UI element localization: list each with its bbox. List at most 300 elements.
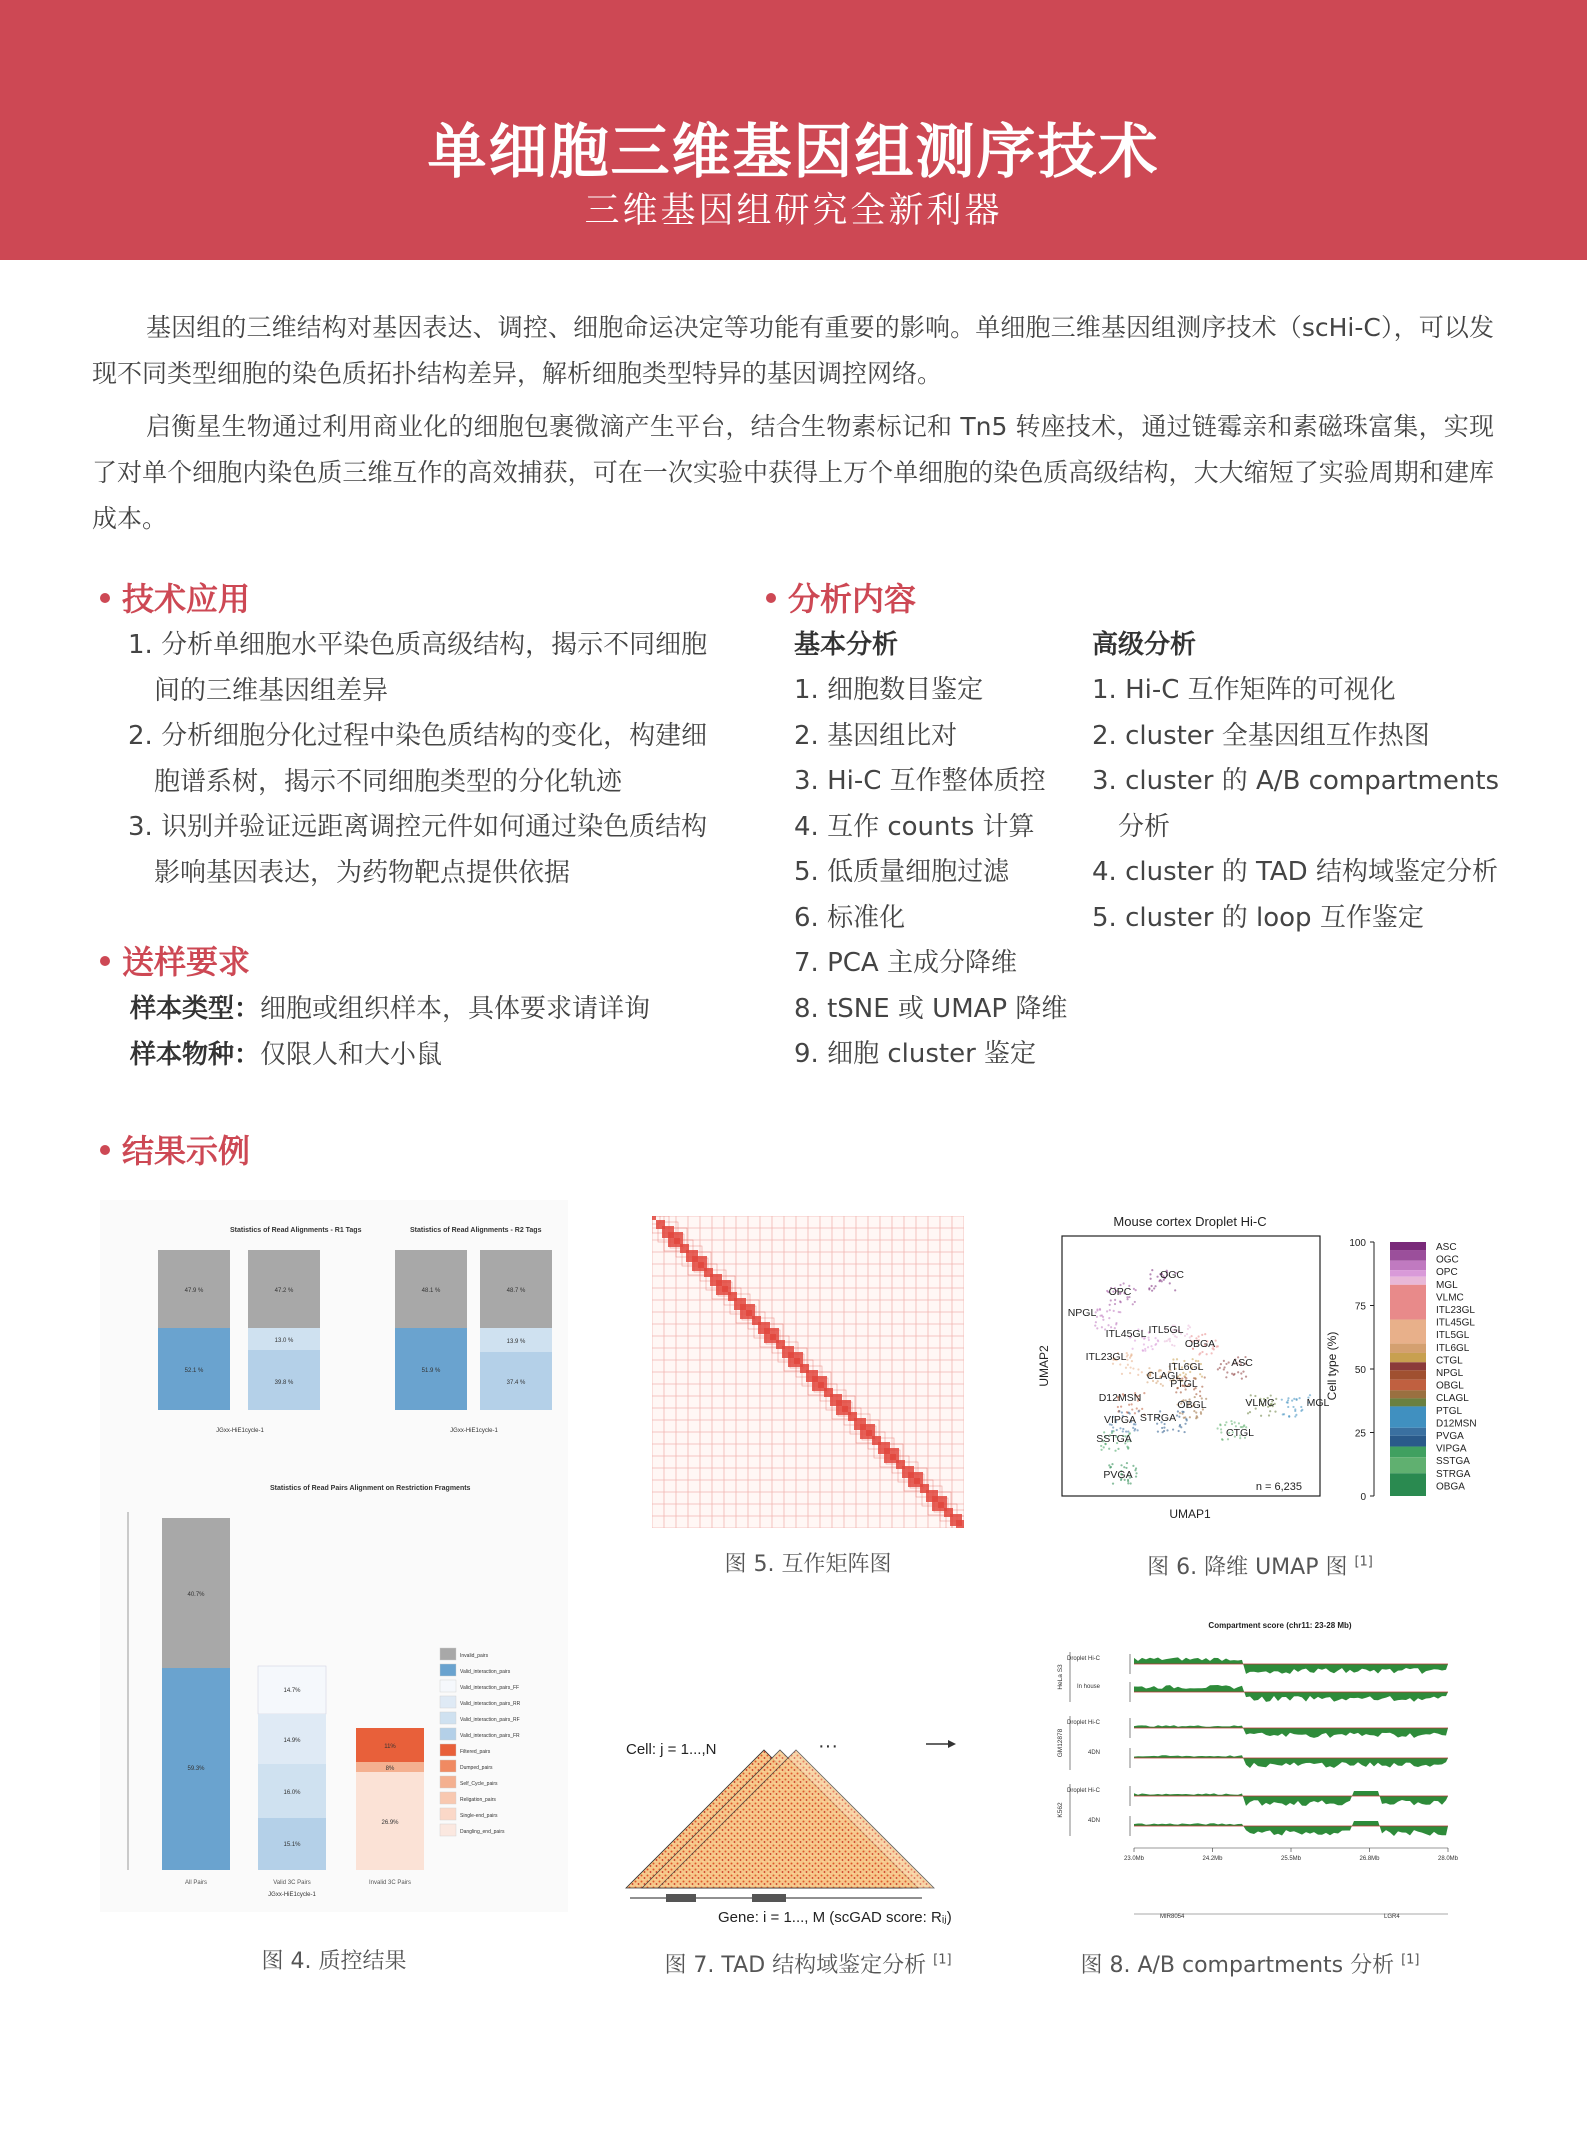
umap-cluster-label: STRGA (1139, 1412, 1177, 1424)
bullet-dot-icon (100, 593, 110, 603)
umap-point (1108, 1448, 1110, 1450)
umap-point (1309, 1394, 1311, 1396)
umap-point (1135, 1289, 1137, 1291)
bar-segment (1390, 1473, 1426, 1496)
qc-x-tick: Valid 3C Pairs (273, 1880, 311, 1886)
umap-cluster-label: OBGA (1184, 1338, 1216, 1350)
umap-point (1216, 1427, 1218, 1429)
applications-heading (100, 574, 250, 620)
bar-legend-label: ASC (1436, 1242, 1457, 1253)
sample-heading-text: 送样要求 (122, 943, 251, 981)
bar-legend-label: NPGL (1436, 1368, 1464, 1379)
umap-point (1120, 1406, 1122, 1408)
qc-value-label: 52.1 % (184, 1368, 204, 1374)
umap-point (1131, 1360, 1133, 1362)
list-item: 3. Hi-C 互作整体质控 (794, 766, 1046, 796)
umap-point (1175, 1391, 1177, 1393)
list-item: 7. PCA 主成分降维 (794, 948, 1017, 978)
umap-point (1148, 1288, 1150, 1290)
umap-point (1113, 1310, 1115, 1312)
umap-point (1283, 1413, 1285, 1415)
qc-value-label: 59.3% (187, 1766, 205, 1772)
umap-point (1137, 1368, 1139, 1370)
umap-cluster-label: ASC (1231, 1357, 1253, 1369)
umap-point (1294, 1408, 1296, 1410)
bar-segment (1390, 1270, 1426, 1277)
qc-r2-xlabel: JGxx-HiE1cycle-1 (450, 1428, 498, 1434)
bar-tick-label: 75 (1354, 1301, 1366, 1313)
compartment-area (1134, 1791, 1448, 1806)
bar-segment (1390, 1380, 1426, 1391)
matrix-diagonal-block (770, 1334, 776, 1340)
qc-value-label: 14.7% (283, 1688, 301, 1694)
qc-value-label: 40.7% (187, 1592, 205, 1598)
umap-point (1102, 1316, 1104, 1318)
umap-point (1196, 1416, 1198, 1418)
page-title: 单细胞三维基因组测序技术 (427, 117, 1160, 186)
applications-heading-text: 技术应用 (122, 580, 251, 618)
umap-point (1199, 1373, 1201, 1375)
sample-species-label: 样本物种： (130, 1040, 261, 1070)
track-label: 4DN (1087, 1750, 1100, 1756)
umap-point (1126, 1298, 1128, 1300)
umap-point (1144, 1350, 1146, 1352)
tad-gene-label: Gene: i = 1..., M (scGAD score: Rᵢⱼ) (718, 1909, 952, 1926)
umap-point (1137, 1429, 1139, 1431)
bar-segment (1390, 1320, 1426, 1344)
umap-point (1122, 1428, 1124, 1430)
umap-point (1287, 1397, 1289, 1399)
umap-point (1226, 1371, 1228, 1373)
list-item: 6. 标准化 (794, 902, 906, 933)
umap-point (1149, 1273, 1151, 1275)
umap-point (1129, 1372, 1131, 1374)
umap-cluster-label: MGL (1306, 1397, 1330, 1409)
qc-pairs-xlabel: JGxx-HiE1cycle-1 (268, 1892, 316, 1898)
umap-point (1106, 1310, 1108, 1312)
fig6-caption-text: 图 6. 降维 UMAP 图 (1147, 1555, 1348, 1580)
umap-point (1191, 1335, 1193, 1337)
fig6-ref: [1] (1354, 1554, 1373, 1570)
qc-legend-swatch (440, 1664, 456, 1676)
umap-point (1107, 1324, 1109, 1326)
umap-point (1114, 1450, 1116, 1452)
umap-point (1169, 1282, 1171, 1284)
umap-point (1180, 1426, 1182, 1428)
bar-ticks (1349, 1238, 1374, 1503)
umap-point (1147, 1346, 1149, 1348)
umap-point (1269, 1410, 1271, 1412)
compartment-area (1134, 1657, 1448, 1674)
umap-point (1154, 1344, 1156, 1346)
results-heading-text: 结果示例 (122, 1132, 251, 1170)
intro-text-2: 启衡星生物通过利用商业化的细胞包裹微滴产生平台，结合生物素标记和 Tn5 转座技术，通过链霉亲和素磁珠富集，实现了对单个细胞内染色质三维互作的高效捕获，可在一次实验中获得上万个单细胞的染色质高级结构，大大缩短了实验周期和建库成本。 (92, 412, 1494, 533)
umap-point (1110, 1299, 1112, 1301)
list-item: 9. 细胞 cluster 鉴定 (794, 1039, 1037, 1069)
list-item: 5. 低质量细胞过滤 (794, 857, 1010, 887)
umap-point (1287, 1406, 1289, 1408)
umap-point (1148, 1367, 1150, 1369)
fig7-caption (622, 1948, 994, 1979)
compartment-area (1134, 1755, 1448, 1768)
bar-segment (1390, 1261, 1426, 1270)
bar-legend-label: PTGL (1436, 1405, 1463, 1417)
fig8-caption (1040, 1948, 1460, 1979)
qc-r2-title: Statistics of Read Alignments - R2 Tags (410, 1227, 542, 1234)
group-label: K562 (1057, 1802, 1064, 1818)
bar-legend-label: D12MSN (1436, 1418, 1477, 1430)
basic-analysis-list (794, 622, 1084, 1078)
tad-gene-block (666, 1894, 696, 1902)
umap-point (1153, 1287, 1155, 1289)
umap-point (1135, 1472, 1137, 1474)
umap-point (1298, 1397, 1300, 1399)
umap-point (1178, 1416, 1180, 1418)
umap-point (1295, 1414, 1297, 1416)
umap-point (1132, 1348, 1134, 1350)
list-item: 1. 细胞数目鉴定 (794, 675, 984, 705)
umap-point (1141, 1371, 1143, 1373)
compartment-title: Compartment score (chr11: 23-28 Mb) (1208, 1621, 1352, 1630)
qc-value-label: 15.1% (283, 1842, 301, 1848)
umap-point (1300, 1406, 1302, 1408)
umap-point (1201, 1351, 1203, 1353)
umap-point (1249, 1411, 1251, 1413)
bar-legend-label: ITL23GL (1436, 1305, 1475, 1316)
gene-label-mir8054: MIR8054 (1160, 1914, 1185, 1920)
qc-legend-label: Religation_pairs (460, 1797, 496, 1803)
bar-segment (1390, 1344, 1426, 1353)
analysis-heading-text: 分析内容 (788, 580, 917, 618)
umap-point (1127, 1354, 1129, 1356)
contact-matrix-figure (652, 1216, 964, 1528)
bar-segment (1390, 1447, 1426, 1458)
umap-point (1198, 1353, 1200, 1355)
track-label: Droplet Hi-C (1066, 1656, 1100, 1662)
qc-x-tick: Invalid 3C Pairs (368, 1880, 412, 1886)
fig4-caption: 图 4. 质控结果 (261, 1949, 407, 1974)
qc-x-tick: All Pairs (184, 1880, 208, 1886)
umap-point (1245, 1376, 1247, 1378)
umap-point (1116, 1429, 1118, 1431)
umap-point (1157, 1431, 1159, 1433)
matrix-diagonal-block (914, 1478, 920, 1484)
umap-point (1169, 1340, 1171, 1342)
umap-point (1132, 1303, 1134, 1305)
matrix-diagonal-block (890, 1454, 896, 1460)
umap-point (1108, 1464, 1110, 1466)
compartment-groups (1057, 1652, 1070, 1836)
compartment-area (1134, 1821, 1448, 1836)
umap-point (1103, 1446, 1105, 1448)
bar-tick-label: 25 (1354, 1428, 1366, 1440)
header-banner (0, 0, 1587, 260)
umap-point (1225, 1376, 1227, 1378)
advanced-analysis-title: 高级分析 (1092, 630, 1197, 660)
intro-paragraph-2 (92, 404, 1494, 542)
matrix-diagonal-block (674, 1238, 680, 1244)
sample-heading (100, 937, 250, 983)
intro-paragraph-1 (92, 305, 1494, 397)
umap-point (1118, 1410, 1120, 1412)
matrix-diagonal-block (698, 1262, 704, 1268)
group-label: HeLa S3 (1057, 1664, 1064, 1690)
umap-point (1111, 1463, 1113, 1465)
umap-point (1171, 1344, 1173, 1346)
umap-point (1112, 1483, 1114, 1485)
umap-point (1217, 1368, 1219, 1370)
bar-legend-label: CTGL (1436, 1355, 1463, 1367)
umap-cluster-label: CTGL (1225, 1427, 1255, 1439)
list-item: 5. cluster 的 loop 互作鉴定 (1092, 902, 1424, 933)
umap-point (1274, 1411, 1276, 1413)
bar-legend-label: OBGA (1436, 1481, 1465, 1493)
umap-point (1136, 1407, 1138, 1409)
umap-point (1183, 1431, 1185, 1433)
qc-legend-label: Valid_interaction_pairs (460, 1669, 511, 1675)
qc-legend-label: Single-end_pairs (460, 1813, 498, 1819)
qc-legend-swatch (440, 1712, 456, 1724)
umap-point (1176, 1414, 1178, 1416)
umap-n-label: n = 6,235 (1255, 1481, 1302, 1493)
bar-legend-label: MGL (1436, 1279, 1458, 1291)
umap-point (1241, 1378, 1243, 1380)
umap-cluster-label: PVGA (1103, 1469, 1133, 1481)
matrix-diagonal-block (818, 1382, 824, 1388)
xtick-label: 23.0Mb (1123, 1856, 1145, 1862)
bar-legend-label: ITL45GL (1436, 1317, 1475, 1329)
tad-gene-block (752, 1894, 786, 1902)
xtick-label: 28.0Mb (1437, 1856, 1459, 1862)
umap-cluster-label: OPC (1108, 1286, 1132, 1298)
umap-cluster-label: ITL23GL (1085, 1351, 1127, 1363)
umap-point (1164, 1340, 1166, 1342)
umap-point (1156, 1276, 1158, 1278)
analysis-heading (766, 574, 916, 620)
umap-point (1286, 1401, 1288, 1403)
qc-legend-swatch (440, 1808, 456, 1820)
sample-type-row (130, 986, 650, 1032)
umap-point (1220, 1428, 1222, 1430)
umap-point (1192, 1358, 1194, 1360)
qc-legend-swatch (440, 1648, 456, 1660)
umap-point (1162, 1385, 1164, 1387)
umap-point (1228, 1361, 1230, 1363)
bullet-dot-icon (100, 956, 110, 966)
umap-point (1118, 1311, 1120, 1313)
umap-title: Mouse cortex Droplet Hi-C (1113, 1214, 1267, 1229)
umap-point (1176, 1336, 1178, 1338)
umap-point (1225, 1421, 1227, 1423)
list-item: 4. 互作 counts 计算 (794, 811, 1035, 842)
list-item: 1. 分析单细胞水平染色质高级结构，揭示不同细胞间的三维基因组差异 (128, 630, 708, 706)
umap-point (1134, 1469, 1136, 1471)
qc-value-label: 8% (385, 1766, 395, 1772)
umap-point (1242, 1371, 1244, 1373)
umap-point (1154, 1285, 1156, 1287)
umap-point (1132, 1427, 1134, 1429)
umap-point (1220, 1363, 1222, 1365)
umap-cluster-label: OBGL (1177, 1399, 1207, 1411)
umap-point (1160, 1383, 1162, 1385)
umap-point (1100, 1449, 1102, 1451)
compartment-area (1134, 1685, 1448, 1702)
umap-cluster-label: VIPGA (1103, 1414, 1137, 1426)
umap-point (1179, 1412, 1181, 1414)
bar-legend-label: OGC (1436, 1254, 1459, 1266)
qc-legend-label: Filtered_pairs (460, 1749, 491, 1755)
applications-list (128, 623, 708, 896)
xtick-label: 26.8Mb (1359, 1856, 1380, 1862)
qc-legend-swatch (440, 1760, 456, 1772)
bar-legend-label: VLMC (1436, 1292, 1464, 1304)
fig7-ref: [1] (933, 1952, 952, 1968)
umap-point (1120, 1301, 1122, 1303)
list-item: 3. cluster 的 A/B compartments 分析 (1092, 766, 1500, 842)
list-item: 2. 基因组比对 (794, 720, 958, 751)
xtick-label: 25.5Mb (1280, 1856, 1302, 1862)
qc-value-label: 51.9 % (421, 1368, 441, 1374)
umap-point (1187, 1328, 1189, 1330)
umap-point (1189, 1326, 1191, 1328)
sample-species-row (130, 1032, 442, 1078)
bar-legend-label: OBGL (1436, 1380, 1464, 1392)
umap-point (1281, 1399, 1283, 1401)
qc-value-label: 39.8 % (274, 1380, 294, 1386)
bar-legend-label: CLAGL (1436, 1393, 1469, 1405)
group-label: GM12878 (1057, 1728, 1064, 1758)
umap-xlabel: UMAP1 (1169, 1507, 1211, 1521)
umap-point (1115, 1322, 1117, 1324)
umap-point (1163, 1430, 1165, 1432)
track-label: In house (1076, 1684, 1100, 1690)
umap-cluster-label: VLMC (1245, 1397, 1275, 1409)
umap-point (1131, 1408, 1133, 1410)
umap-point (1230, 1420, 1232, 1422)
matrix-diagonal-block (794, 1358, 800, 1364)
umap-figure (1030, 1210, 1490, 1536)
qc-value-label: 13.0 % (274, 1338, 294, 1344)
umap-point (1126, 1359, 1128, 1361)
umap-point (1114, 1303, 1116, 1305)
fig7-caption-text: 图 7. TAD 结构域鉴定分析 (664, 1953, 927, 1978)
umap-point (1185, 1373, 1187, 1375)
qc-value-label: 48.1 % (421, 1288, 441, 1294)
list-item: 2. cluster 全基因组互作热图 (1092, 720, 1430, 751)
umap-point (1157, 1339, 1159, 1341)
umap-point (1233, 1374, 1235, 1376)
umap-point (1154, 1337, 1156, 1339)
umap-point (1152, 1348, 1154, 1350)
umap-point (1151, 1290, 1153, 1292)
qc-pairs-title: Statistics of Read Pairs Alignment on Restriction Fragments (270, 1485, 471, 1492)
umap-point (1221, 1439, 1223, 1441)
umap-point (1119, 1427, 1121, 1429)
umap-point (1300, 1410, 1302, 1412)
umap-point (1126, 1462, 1128, 1464)
qc-legend-swatch (440, 1776, 456, 1788)
umap-point (1223, 1360, 1225, 1362)
qc-value-label: 11% (384, 1744, 396, 1750)
umap-point (1247, 1412, 1249, 1414)
matrix-diagonal-block (722, 1286, 728, 1292)
umap-cluster-label: ITL6GL (1168, 1361, 1204, 1373)
umap-point (1224, 1424, 1226, 1426)
umap-point (1211, 1352, 1213, 1354)
qc-r1-xlabel: JGxx-HiE1cycle-1 (216, 1428, 264, 1434)
qc-legend-label: Invalid_pairs (460, 1653, 489, 1659)
bar-segment (1390, 1406, 1426, 1427)
qc-value-label: 47.2 % (274, 1288, 294, 1294)
umap-point (1268, 1414, 1270, 1416)
umap-point (1234, 1421, 1236, 1423)
sample-species-value: 仅限人和大小鼠 (260, 1040, 443, 1070)
umap-point (1275, 1398, 1277, 1400)
umap-point (1225, 1363, 1227, 1365)
compartment-area (1134, 1725, 1448, 1738)
umap-point (1178, 1430, 1180, 1432)
qc-legend-swatch (440, 1696, 456, 1708)
qc-legend-label: Valid_interaction_pairs_FF (460, 1685, 520, 1691)
matrix-diagonal-block (652, 1216, 656, 1220)
umap-point (1200, 1411, 1202, 1413)
umap-point (1169, 1338, 1171, 1340)
umap-point (1110, 1466, 1112, 1468)
umap-point (1231, 1423, 1233, 1425)
umap-point (1112, 1426, 1114, 1428)
qc-legend-label: Self_Cycle_pairs (460, 1781, 498, 1787)
tad-dots: ··· (818, 1735, 838, 1757)
umap-point (1288, 1416, 1290, 1418)
bar-segment (1390, 1353, 1426, 1362)
qc-value-label: 26.9% (381, 1820, 399, 1826)
bar-segment (1390, 1457, 1426, 1473)
umap-point (1126, 1446, 1128, 1448)
umap-point (1292, 1406, 1294, 1408)
umap-point (1094, 1325, 1096, 1327)
matrix-diagonal-block (746, 1310, 752, 1316)
umap-point (1199, 1395, 1201, 1397)
umap-point (1096, 1327, 1098, 1329)
qc-legend-label: Valid_interaction_pairs_RF (460, 1717, 520, 1723)
umap-point (1206, 1353, 1208, 1355)
umap-point (1184, 1335, 1186, 1337)
bar-legend-label: ITL6GL (1436, 1342, 1470, 1354)
umap-point (1132, 1465, 1134, 1467)
umap-point (1201, 1334, 1203, 1336)
umap-point (1166, 1340, 1168, 1342)
umap-point (1130, 1355, 1132, 1357)
umap-point (1143, 1392, 1145, 1394)
umap-point (1187, 1325, 1189, 1327)
bar-segment (1390, 1277, 1426, 1285)
qc-legend-swatch (440, 1744, 456, 1756)
umap-point (1117, 1448, 1119, 1450)
fig5-caption: 图 5. 互作矩阵图 (724, 1552, 892, 1577)
umap-point (1133, 1429, 1135, 1431)
umap-point (1132, 1367, 1134, 1369)
umap-point (1151, 1269, 1153, 1271)
umap-point (1129, 1366, 1131, 1368)
bar-segment (1390, 1398, 1426, 1406)
umap-cluster-label: D12MSN (1098, 1392, 1142, 1404)
umap-point (1100, 1445, 1102, 1447)
umap-point (1095, 1321, 1097, 1323)
sample-type-value: 细胞或组织样本，具体要求请详询 (260, 994, 651, 1024)
qc-r1-title: Statistics of Read Alignments - R1 Tags (230, 1227, 362, 1234)
umap-cluster-label: CLAGL (1146, 1370, 1182, 1382)
list-item: 1. Hi-C 互作矩阵的可视化 (1092, 675, 1396, 705)
